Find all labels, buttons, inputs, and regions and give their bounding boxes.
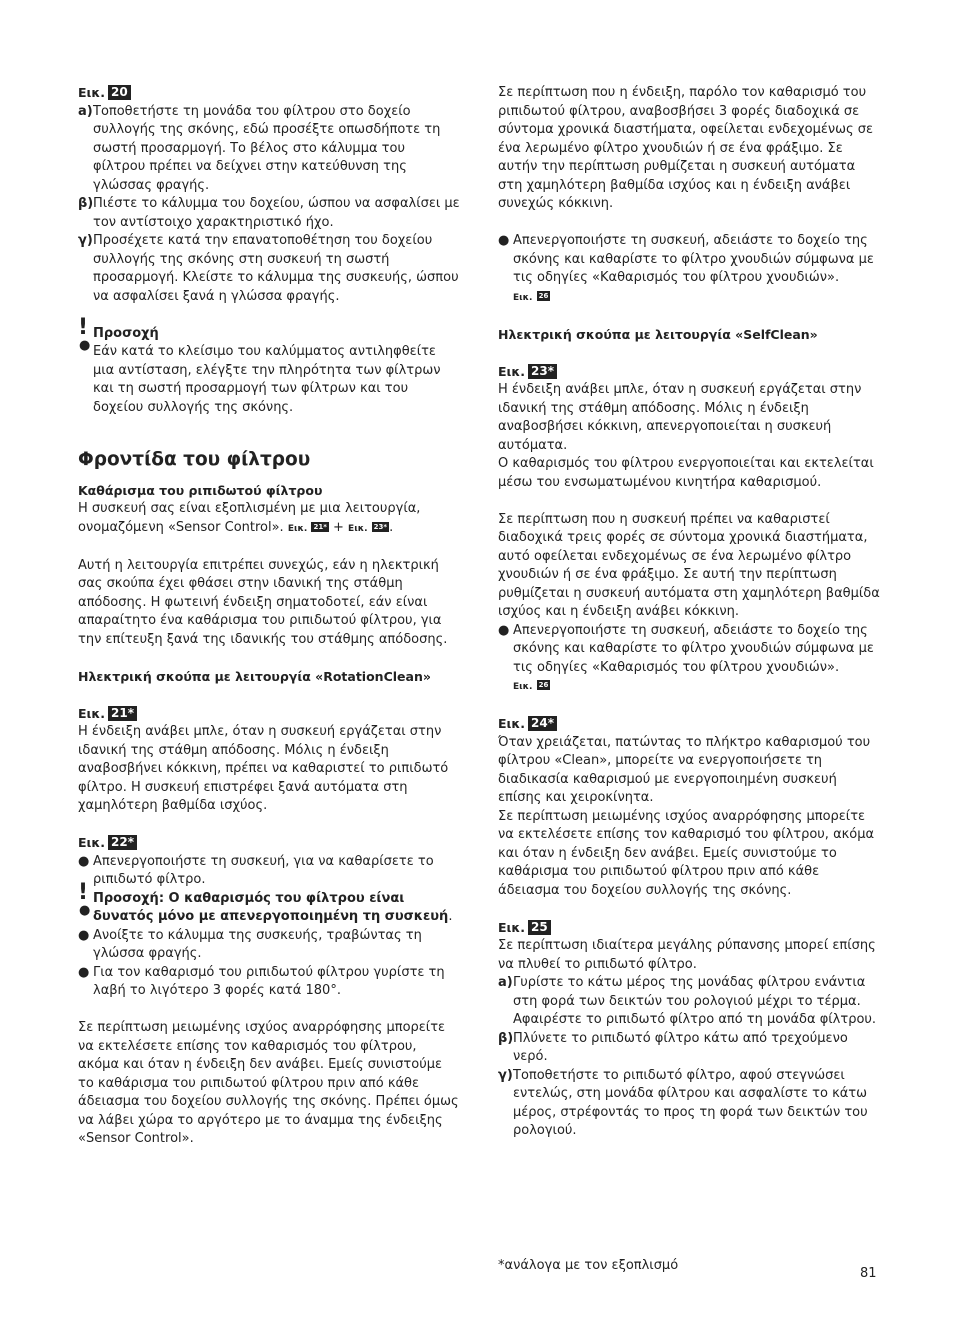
fig-25-intro: Σε περίπτωση ιδιαίτερα μεγάλης ρύπανσης μπορεί επίσης να πλυθεί το ριπιδωτό φίλτρο. [498,938,876,972]
step-c: γ) Προσέχετε κατά την επανατοποθέτηση του δοχείου συλλογής της σκόνης στη συσκευή τη σωστή προσαρμογή. Κλείστε το κάλυμμα της συσκευής, ώσπου να ασφαλίσει ξανά η γλώσσα φραγής. [78,233,459,304]
caution-block [78,314,460,418]
step-a: a) Τοποθετήστε τη μονάδα του φίλτρου στο δοχείο συλλογής της σκόνης, εδώ προσέξτε οπωσδήποτε τη σωστή προσαρμογή. Το βέλος στο κάλυμμα του φίλτρου πρέπει να δείχνει στην κατεύθυνση της γλώσσας φραγής. [78,103,441,193]
fig-badge: 20 [108,85,131,100]
list-item: ● Για τον καθαρισμό του ριπιδωτού φίλτρου γυρίστε τη λαβή το λιγότερο 3 φορές κατά 180°. [78,964,445,998]
fig-22-label: Εικ. 22* [78,834,460,853]
fig-23-text: Η ένδειξη ανάβει μπλε, όταν η συσκευή εργάζεται στην ιδανική της στάθμη απόδοσης. Μόλις η ένδειξη αναβοσβήσει κόκκινη, απενεργοποιείται η συσκευή αυτόματα. [498,382,862,453]
fig-21-text: Η ένδειξη ανάβει μπλε, όταν η συσκευή εργάζεται στην ιδανική της στάθμη απόδοσης. Μόλις η ένδειξη αναβοσβήνει κόκκινη, πρέπει να καθαριστεί το ριπιδωτό φίλτρο. Η συσκευή επιστρέφει ξανά αυτόματα στη χαμηλότερη βαθμίδα ισχύος. [78,724,449,813]
fig-24-label: Εικ. 24* [498,715,880,734]
fig-23-label: Εικ. 23* [498,363,880,382]
page-number: 81 [860,1266,877,1281]
subsection-title: Καθάρισμα του ριπιδωτού φίλτρου [78,482,323,498]
fig-21-label: Εικ. 21* [78,705,460,724]
warning-icon: ! ● [78,879,91,918]
step-c: γ) Τοποθετήστε το ριπιδωτό φίλτρο, αφού στεγνώσει εντελώς, στη μονάδα φίλτρου και ασφαλίστε το κάτω μέρος, στρέφοντάς το προς τη φορά των δεικτών του ρολογιού. [498,1067,868,1138]
step-a: a) Γυρίστε το κάτω μέρος της μονάδας φίλτρου ενάντια στη φορά των δεικτών του ρολογιού μέχρι το τέρμα. Αφαιρέστε το ριπιδωτό φίλτρο από τη μονάδα φίλτρου. [498,975,877,1027]
list-item: ● Απενεργοποιήστε τη συσκευή, αδειάστε το δοχείο της σκόνης και καθαρίστε το φίλτρο χνουδιών σύμφωνα με τις οδηγίες «Καθαρισμός του φίλτρου χνουδιών». Εικ. 26 [498,622,874,692]
fig-24-text2: Σε περίπτωση μειωμένης ισχύος αναρρόφησης μπορείτε να εκτελέσετε επίσης τον καθαρισμό του φίλτρου, ακόμα και όταν η ένδειξη δεν ανάβει. Εμείς συνιστούμε το καθάρισμα του ριπιδωτού φίλτρου πριν από κάθε άδειασμα του δοχείου συλλογής της σκόνης. [498,808,875,898]
section-title: Φροντίδα του φίλτρου [78,449,311,470]
step-b: β) Πιέστε το κάλυμμα του δοχείου, ώσπου να ασφαλίσει με τον αντίστοιχο χαρακτηριστικό ήχο. [78,196,460,230]
fig-20-label: Εικ. 20 [78,84,460,103]
list-item: ● Ανοίξτε το κάλυμμα της συσκευής, τραβώντας τη γλώσσα φραγής. [78,927,422,961]
fig-23-text2: Ο καθαρισμός του φίλτρου ενεργοποιείται και εκτελείται μέσω του ενσωματωμένου κινητήρα καθαρισμού. [498,456,874,490]
warning-icon: ! ● [78,314,91,353]
rotationclean-title: Ηλεκτρική σκούπα με λειτουργία «RotationClean» [78,668,431,684]
caution-text: Εάν κατά το κλείσιμο του καλύμματος αντιληφθείτε μια αντίσταση, ελέγξτε την πληρότητα των φίλτρων και τη σωστή προσαρμογή των φίλτρων και του δοχείου συλλογής της σκόνης. [93,344,441,415]
step-b: β) Πλύνετε το ριπιδωτό φίλτρο κάτω από τρεχούμενο νερό. [498,1030,848,1064]
intro-paragraph: Η συσκευή σας είναι εξοπλισμένη με μια λειτουργία, ονομαζόμενη «Sensor Control». Εικ. 21* + Εικ. 23* . [78,501,421,535]
selfclean-title: Ηλεκτρική σκούπα με λειτουργία «SelfClean» [498,326,818,342]
reduced-suction-paragraph: Σε περίπτωση μειωμένης ισχύος αναρρόφησης μπορείτε να εκτελέσετε επίσης τον καθαρισμός του φίλτρου, ακόμα και όταν η ένδειξη δεν ανάβει. Εμείς συνιστούμε το καθάρισμα του ριπιδωτού φίλτρου πριν από κάθε άδειασμα του δοχείου συλλογής της σκόνης. Πρέπει όμως να λάβει χώρα το αργότερο με το άναμμα της ένδειξης «Sensor Control». [78,1020,459,1146]
blink-paragraph: Σε περίπτωση που η ένδειξη, παρόλο τον καθαρισμό του ριπιδωτού φίλτρου, αναβοσβήσει 3 φορές διαδοχικά σε σύντομα χρονικά διαστήματα, οφείλεται ενδεχομένως σε ένα λερωμένο φίλτρο χνουδιών ή σε ένα φράξιμο. Σε αυτήν την περίπτωση ρυθμίζεται η συσκευή αυτόματα στη χαμηλότερη βαθμίδα ισχύος και η ένδειξη ανάβει συνεχώς κόκκινη. [498,85,874,211]
sensor-paragraph: Αυτή η λειτουργία επιτρέπει συνεχώς, εάν η ηλεκτρική σας σκούπα έχει φθάσει στην ιδανική της στάθμη απόδοσης. Η φωτεινή ένδειξη σηματοδοτεί, εάν είναι απαραίτητο ένα καθάρισμα του ριπιδωτού φίλτρου, για την επίτευξη ξανά της ιδανικής του στάθμης απόδοσης. [78,557,448,647]
footnote: *ανάλογα με τον εξοπλισμό [498,1258,679,1273]
list-item: ● Απενεργοποιήστε τη συσκευή, για να καθαρίσετε το ριπιδωτό φίλτρο. [78,853,434,887]
fig-25-label: Εικ. 25 [498,919,880,938]
right-column [498,84,880,1141]
list-item: ● Απενεργοποιήστε τη συσκευή, αδειάστε το δοχείο της σκόνης και καθαρίστε το φίλτρο χνουδιών σύμφωνα με τις οδηγίες «Καθαρισμός του φίλτρου χνουδιών». Εικ. 26 [498,233,874,303]
left-column [78,84,460,1149]
caution-inline: ! ● Προσοχή: Ο καθαρισμός του φίλτρου είναι δυνατός μόνο με απενεργοποιημένη τη συσκευή. [78,890,460,927]
caution-title: Προσοχή [93,325,159,341]
fig-24-text: Όταν χρειάζεται, πατώντας το πλήκτρο καθαρισμού του φίλτρου «Clean», μπορείτε να ενεργοποιήσετε τη διαδικασία καθαρισμού με ενεργοποιημένη συσκευή επίσης και χειροκίνητα. [498,734,871,805]
selfclean-paragraph: Σε περίπτωση που η συσκευή πρέπει να καθαριστεί διαδοχικά τρεις φορές σε σύντομα χρονικά διαστήματα, αυτό οφείλεται ενδεχομένως σε ένα λερωμένο φίλτρο χνουδιών ή σε ένα φράξιμο. Σε αυτή την περίπτωση ρυθμίζεται η συσκευή αυτόματα στη χαμηλότερη βαθμίδα ισχύος και η ένδειξη ανάβει κόκκινη. [498,511,880,619]
